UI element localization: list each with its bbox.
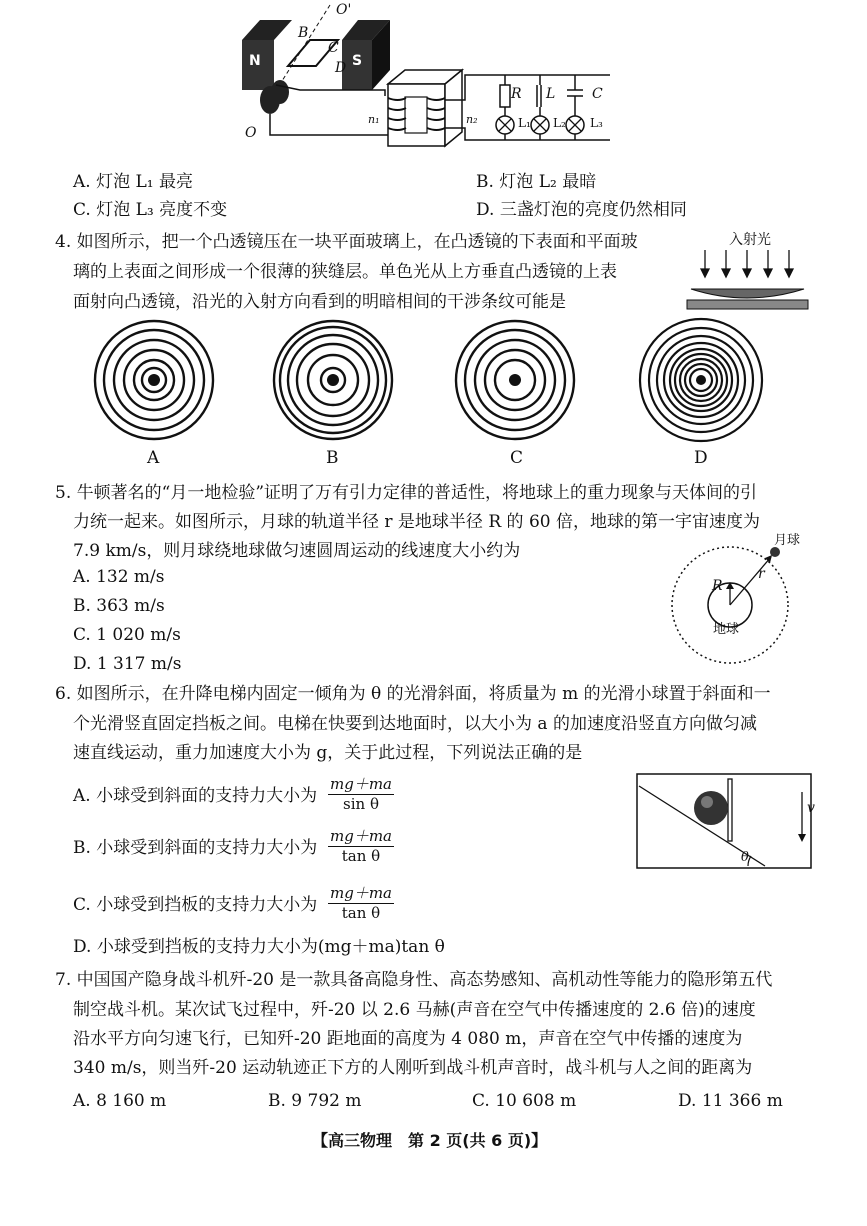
q6-option-a-prefix: A. 小球受到斜面的支持力大小为 xyxy=(73,786,318,806)
fig-label-L3: L₃ xyxy=(590,116,603,130)
q7-stem-line2: 制空战斗机。某次试飞过程中，歼-20 以 2.6 马赫(声音在空气中传播速度的 2.6 倍)的速度 xyxy=(73,1000,756,1020)
earth-radius-label: R xyxy=(712,578,723,594)
q3-option-c: C. 灯泡 L₃ 亮度不变 xyxy=(73,200,228,220)
fig-label-C-cap: C xyxy=(592,86,603,102)
fig-label-R: R xyxy=(511,86,522,102)
fig-label-D: D xyxy=(335,60,347,76)
q7-stem-line4: 340 m/s，则当歼-20 运动轨迹正下方的人刚听到战斗机声音时，战斗机与人之间的距离为 xyxy=(73,1058,753,1078)
q7-option-d: D. 11 366 m xyxy=(678,1091,783,1111)
q7-option-c: C. 10 608 m xyxy=(472,1091,577,1111)
fig-label-n2: n₂ xyxy=(466,113,478,126)
moon-earth-orbit-figure xyxy=(665,530,805,670)
q6-option-c-denominator: tan θ xyxy=(341,904,381,922)
q7-stem-line1: 7. 中国国产隐身战斗机歼-20 是一款具备高隐身性、高态势感知、高机动性等能力的隐形第五代 xyxy=(55,970,773,990)
q7-stem-line3: 沿水平方向匀速飞行，已知歼-20 距地面的高度为 4 080 m，声音在空气中传播的速度为 xyxy=(73,1029,743,1049)
ring-label-a: A xyxy=(147,448,160,468)
q7-option-b: B. 9 792 m xyxy=(268,1091,362,1111)
q5-stem-line3: 7.9 km/s，则月球绕地球做匀速圆周运动的线速度大小约为 xyxy=(73,541,521,561)
moon-label: 月球 xyxy=(774,533,801,548)
q6-option-a-numerator: mg＋ma xyxy=(330,775,392,793)
earth-label: 地球 xyxy=(713,622,740,637)
q6-option-a-fraction xyxy=(328,773,394,813)
q6-option-d: D. 小球受到挡板的支持力大小为(mg＋ma)tan θ xyxy=(73,937,445,957)
fig-label-L: L xyxy=(546,86,556,102)
q6-option-b-prefix: B. 小球受到斜面的支持力大小为 xyxy=(73,838,318,858)
ring-label-d: D xyxy=(694,448,708,468)
theta-label: θ xyxy=(741,850,749,865)
q4-stem-line2: 璃的上表面之间形成一个很薄的狭缝层。单色光从上方垂直凸透镜的上表 xyxy=(73,262,617,282)
q5-stem-line2: 力统一起来。如图所示，月球的轨道半径 r 是地球半径 R 的 60 倍，地球的第一宇宙速度为 xyxy=(73,512,760,532)
ring-pattern-b xyxy=(271,318,395,442)
q6-option-b-numerator: mg＋ma xyxy=(330,827,392,845)
page-footer: 【高三物理 第 2 页(共 6 页)】 xyxy=(312,1131,548,1150)
q3-option-a: A. 灯泡 L₁ 最亮 xyxy=(73,172,193,192)
fig-label-C: C xyxy=(328,40,339,56)
fig-label-N: N xyxy=(249,53,261,69)
q6-stem-line1: 6. 如图所示，在升降电梯内固定一倾角为 θ 的光滑斜面，将质量为 m 的光滑小球置于斜面和一 xyxy=(55,684,771,704)
q7-option-a: A. 8 160 m xyxy=(73,1091,167,1111)
q5-option-a: A. 132 m/s xyxy=(73,567,165,587)
q3-option-d: D. 三盏灯泡的亮度仍然相同 xyxy=(476,200,687,220)
orbit-radius-label: r xyxy=(758,566,765,582)
q4-stem-line1: 4. 如图所示，把一个凸透镜压在一块平面玻璃上，在凸透镜的下表面和平面玻 xyxy=(55,232,638,252)
generator-transformer-figure xyxy=(230,0,867,150)
fig-label-O-top: O' xyxy=(336,2,352,18)
q6-option-a-denominator: sin θ xyxy=(343,795,379,813)
fig-label-B: B xyxy=(298,25,309,41)
q6-option-c-numerator: mg＋ma xyxy=(330,884,392,902)
q5-option-b: B. 363 m/s xyxy=(73,596,165,616)
ring-pattern-d xyxy=(637,316,765,444)
fig-label-O-bottom: O xyxy=(245,125,257,141)
ring-label-b: B xyxy=(326,448,339,468)
lens-on-glass-figure xyxy=(685,245,810,315)
q6-option-c-fraction xyxy=(328,882,394,922)
ring-label-c: C xyxy=(510,448,524,468)
q4-stem-line3: 面射向凸透镜，沿光的入射方向看到的明暗相间的干涉条纹可能是 xyxy=(73,292,566,312)
fig-label-S: S xyxy=(352,53,363,69)
q6-option-b-fraction xyxy=(328,825,394,865)
fig-label-L1: L₁ xyxy=(518,116,531,130)
ring-pattern-c xyxy=(453,318,577,442)
incident-light-label: 入射光 xyxy=(729,232,771,248)
q5-option-c: C. 1 020 m/s xyxy=(73,625,181,645)
fig-label-L2: L₂ xyxy=(553,116,566,130)
q6-option-c-prefix: C. 小球受到挡板的支持力大小为 xyxy=(73,895,318,915)
q6-stem-line2: 个光滑竖直固定挡板之间。电梯在快要到达地面时，以大小为 a 的加速度沿竖直方向做匀减 xyxy=(73,714,757,734)
q3-option-b: B. 灯泡 L₂ 最暗 xyxy=(476,172,597,192)
q6-stem-line3: 速直线运动，重力加速度大小为 g，关于此过程，下列说法正确的是 xyxy=(73,743,583,763)
elevator-incline-figure xyxy=(635,772,815,872)
q6-option-b-denominator: tan θ xyxy=(341,847,381,865)
ring-pattern-a xyxy=(92,318,216,442)
fig-label-n1: n₁ xyxy=(368,113,380,126)
q5-option-d: D. 1 317 m/s xyxy=(73,654,182,674)
q5-stem-line1: 5. 牛顿著名的“月一地检验”证明了万有引力定律的普适性，将地球上的重力现象与天体间的引 xyxy=(55,483,758,503)
velocity-label: v xyxy=(807,800,815,816)
